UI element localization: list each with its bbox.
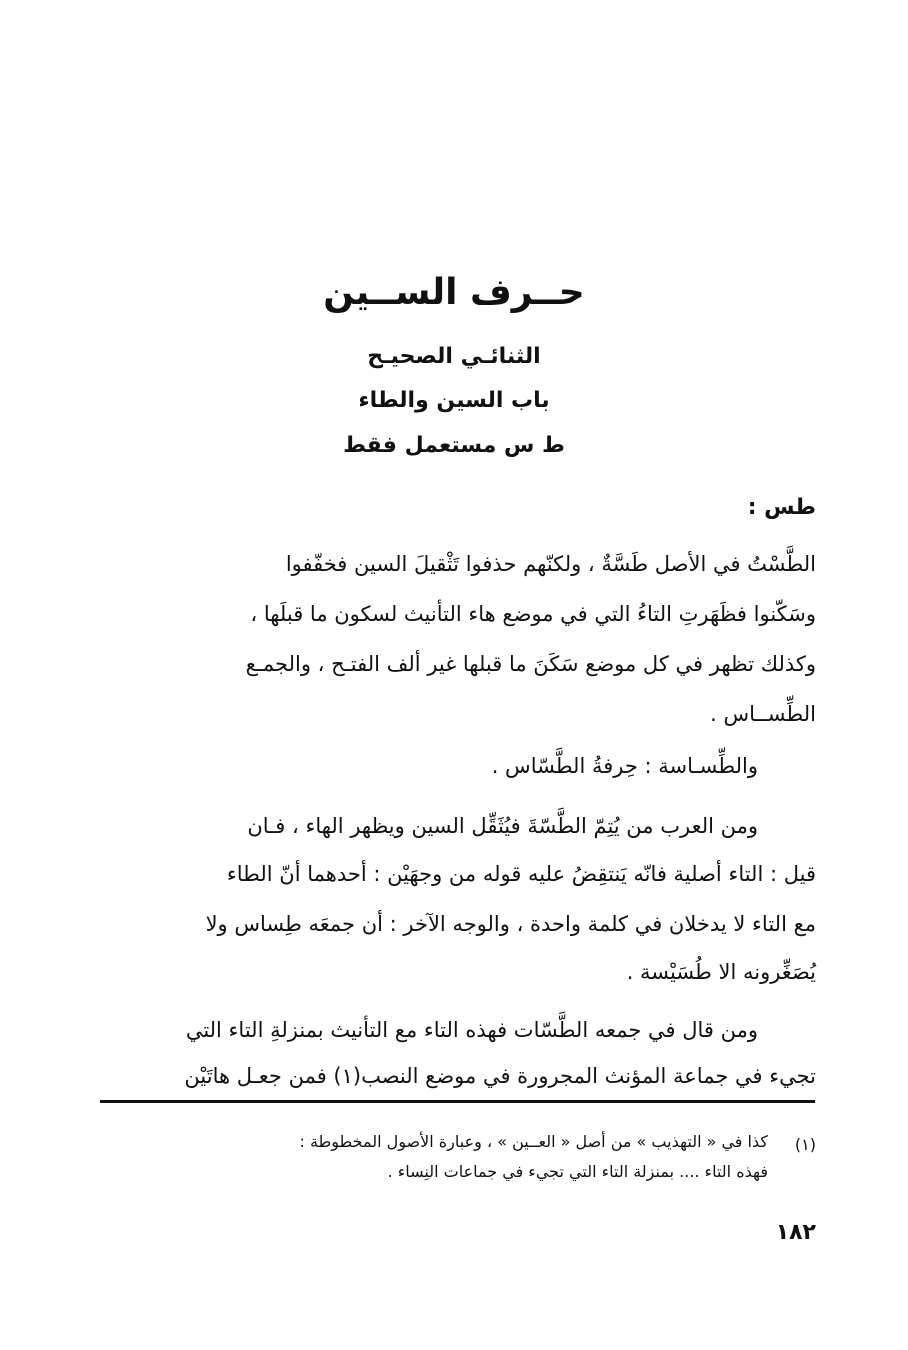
body-line: مع التاء لا يدخلان في كلمة واحدة ، والوجه الآخر : أن جمعَه طِساس ولا: [205, 912, 816, 936]
body-line: الطَّسْتُ في الأصل طَسَّةٌ ، ولكنّهم حذفوا تَثْقيلَ السين فخفّفوا: [285, 552, 816, 576]
usage-subtitle: ط س مستعمل فقط: [343, 433, 565, 458]
page-number: ١٨٢: [775, 1220, 816, 1245]
body-line: ومن قال في جمعه الطَّسّات فهذه التاء مع التأنيث بمنزلةِ التاء التي: [185, 1018, 758, 1042]
body-line: تجيء في جماعة المؤنث المجرورة في موضع النصب(١) فمن جعـل هاتَيْن: [184, 1064, 816, 1088]
section-subtitle: الثنائـي الصحيـح: [367, 344, 541, 369]
footnote-divider: [100, 1100, 815, 1103]
body-line: والطِّسـاسة : حِرفةُ الطَّسّاس .: [491, 754, 758, 778]
body-line: ومن العرب من يُتِمّ الطَّسّةَ فيُثَقِّل السين ويظهر الهاء ، فـان: [247, 814, 758, 838]
entry-label: طس :: [747, 495, 816, 520]
body-line: يُصَغِّرونه الا طُسَيْسة .: [626, 960, 816, 984]
body-line: الطِّســاس .: [710, 702, 816, 726]
chapter-title: حــرف الســين: [323, 272, 585, 313]
body-line: وسَكّنوا فظَهَرتِ التاءُ التي في موضع هاء التأنيث لسكون ما قبلَها ،: [250, 602, 816, 626]
body-line: قيل : التاء أصلية فانّه يَنتقِضُ عليه قوله من وجهَيْن : أحدهما أنّ الطاء: [226, 862, 816, 886]
body-line: وكذلك تظهر في كل موضع سَكَنَ ما قبلها غير ألف الفتـح ، والجمـع: [245, 652, 816, 676]
footnote-text: فهذه التاء .... بمنزلة التاء التي تجيء في جماعات النِساء .: [387, 1162, 768, 1181]
chapter-subtitle: باب السين والطاء: [358, 388, 550, 413]
footnote-number: (١): [794, 1135, 816, 1154]
footnote-text: كذا في « التهذيب » من أصل « العــين » ، وعبارة الأصول المخطوطة :: [299, 1132, 768, 1151]
